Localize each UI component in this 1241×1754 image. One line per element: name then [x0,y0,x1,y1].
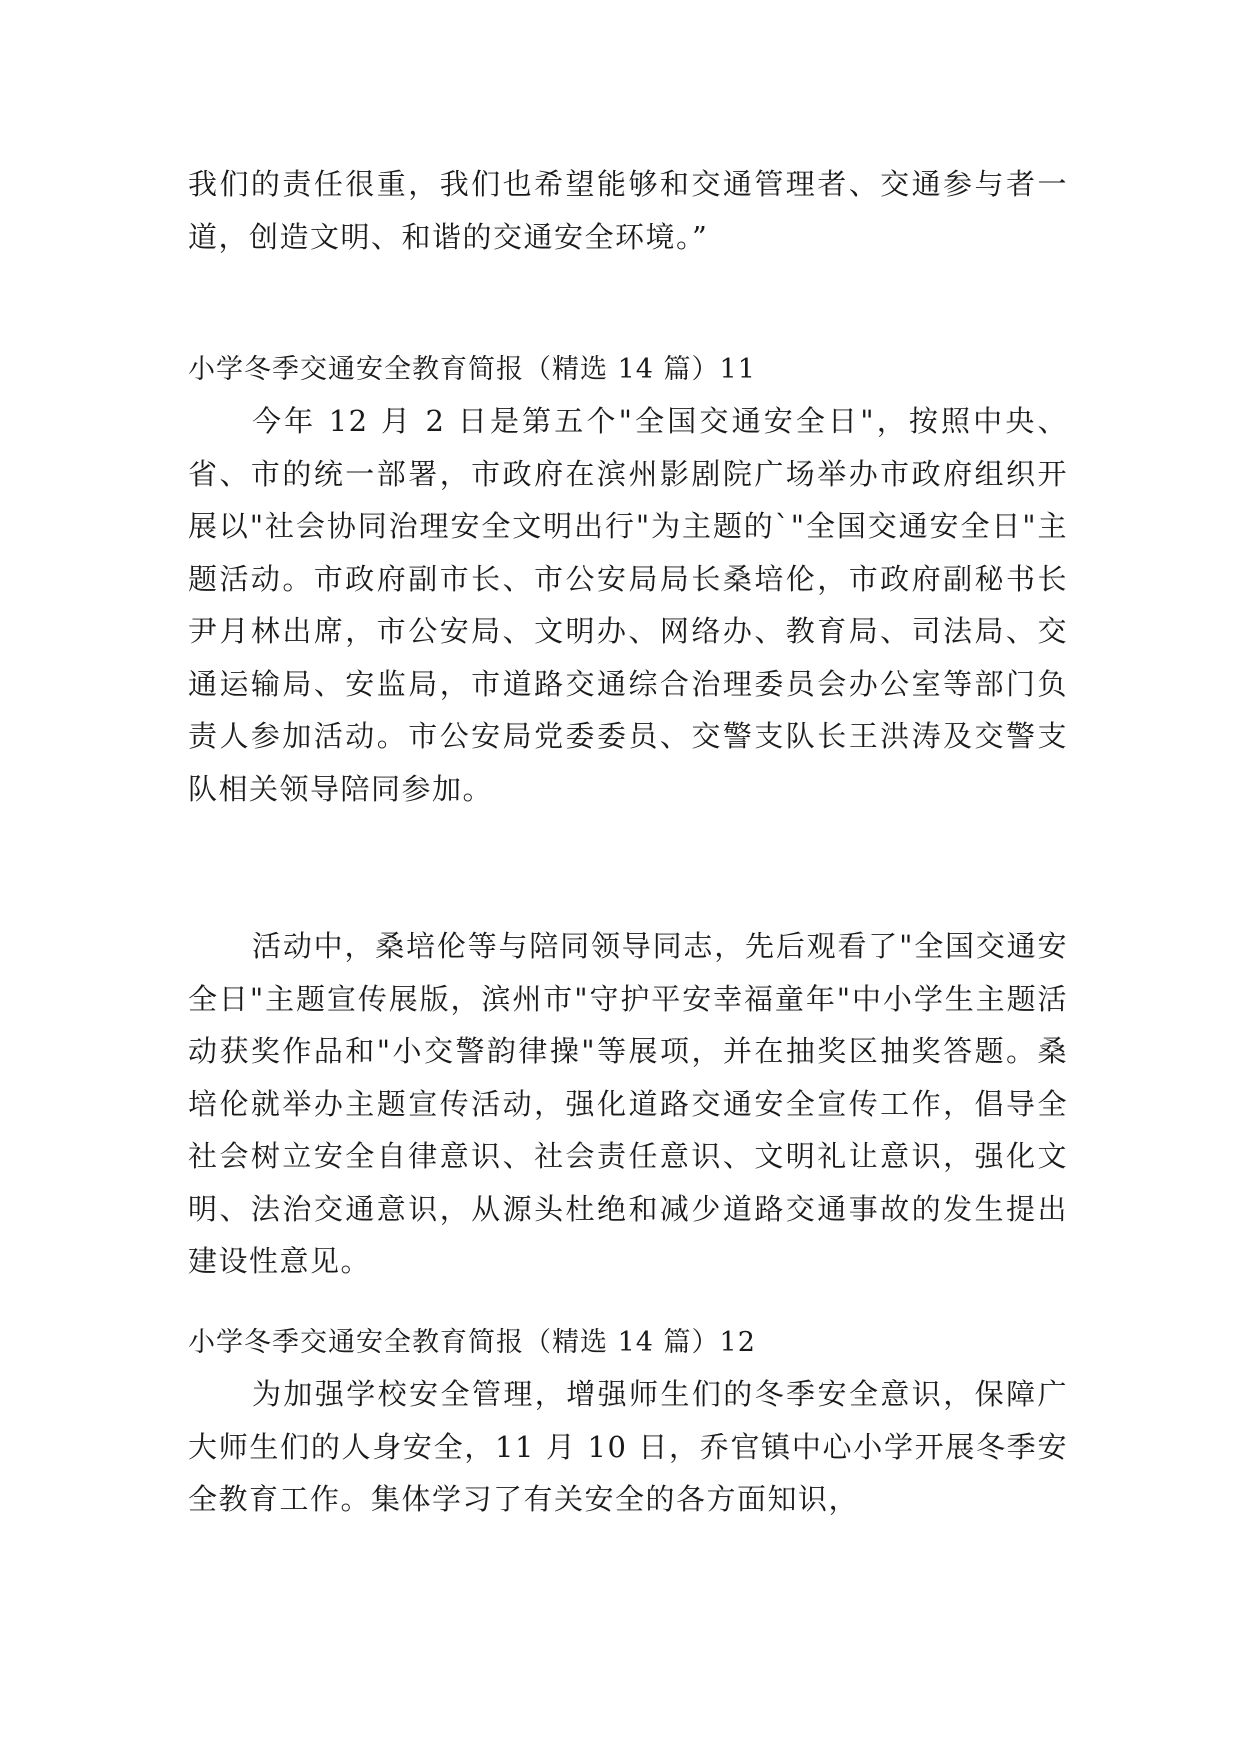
section-11-paragraph-2: 活动中，桑培伦等与陪同领导同志，先后观看了"全国交通安全日"主题宣传展版，滨州市"守护平安幸福童年"中小学生主题活动获奖作品和"小交警韵律操"等展项，并在抽奖区抽奖答题。桑培伦就举办主题宣传活动，强化道路交通安全宣传工作，倡导全社会树立安全自律意识、社会责任意识、文明礼让意识，强化文明、法治交通意识，从源头杜绝和减少道路交通事故的发生提出建设性意见。 [188,929,1068,1278]
paragraph-continued: 我们的责任很重，我们也希望能够和交通管理者、交通参与者一道，创造文明、和谐的交通安全环境。” [188,167,1068,254]
section-12-paragraph-1: 为加强学校安全管理，增强师生们的冬季安全意识，保障广大师生们的人身安全，11 月 10 日，乔官镇中心小学开展冬季安全教育工作。集体学习了有关安全的各方面知识， [188,1377,1068,1516]
section-11-paragraph-1: 今年 12 月 2 日是第五个"全国交通安全日"，按照中央、省、市的统一部署，市政府在滨州影剧院广场举办市政府组织开展以"社会协同治理安全文明出行"为主题的`"全国交通安全日"主题活动。市政府副市长、市公安局局长桑培伦，市政府副秘书长尹月林出席，市公安局、文明办、网络办、教育局、司法局、交通运输局、安监局，市道路交通综合治理委员会办公室等部门负责人参加活动。市公安局党委委员、交警支队长王洪涛及交警支队相关领导陪同参加。 [188,404,1068,806]
section-heading-12: 小学冬季交通安全教育简报（精选 14 篇）12 [188,1327,756,1358]
section-heading-11: 小学冬季交通安全教育简报（精选 14 篇）11 [188,354,756,385]
